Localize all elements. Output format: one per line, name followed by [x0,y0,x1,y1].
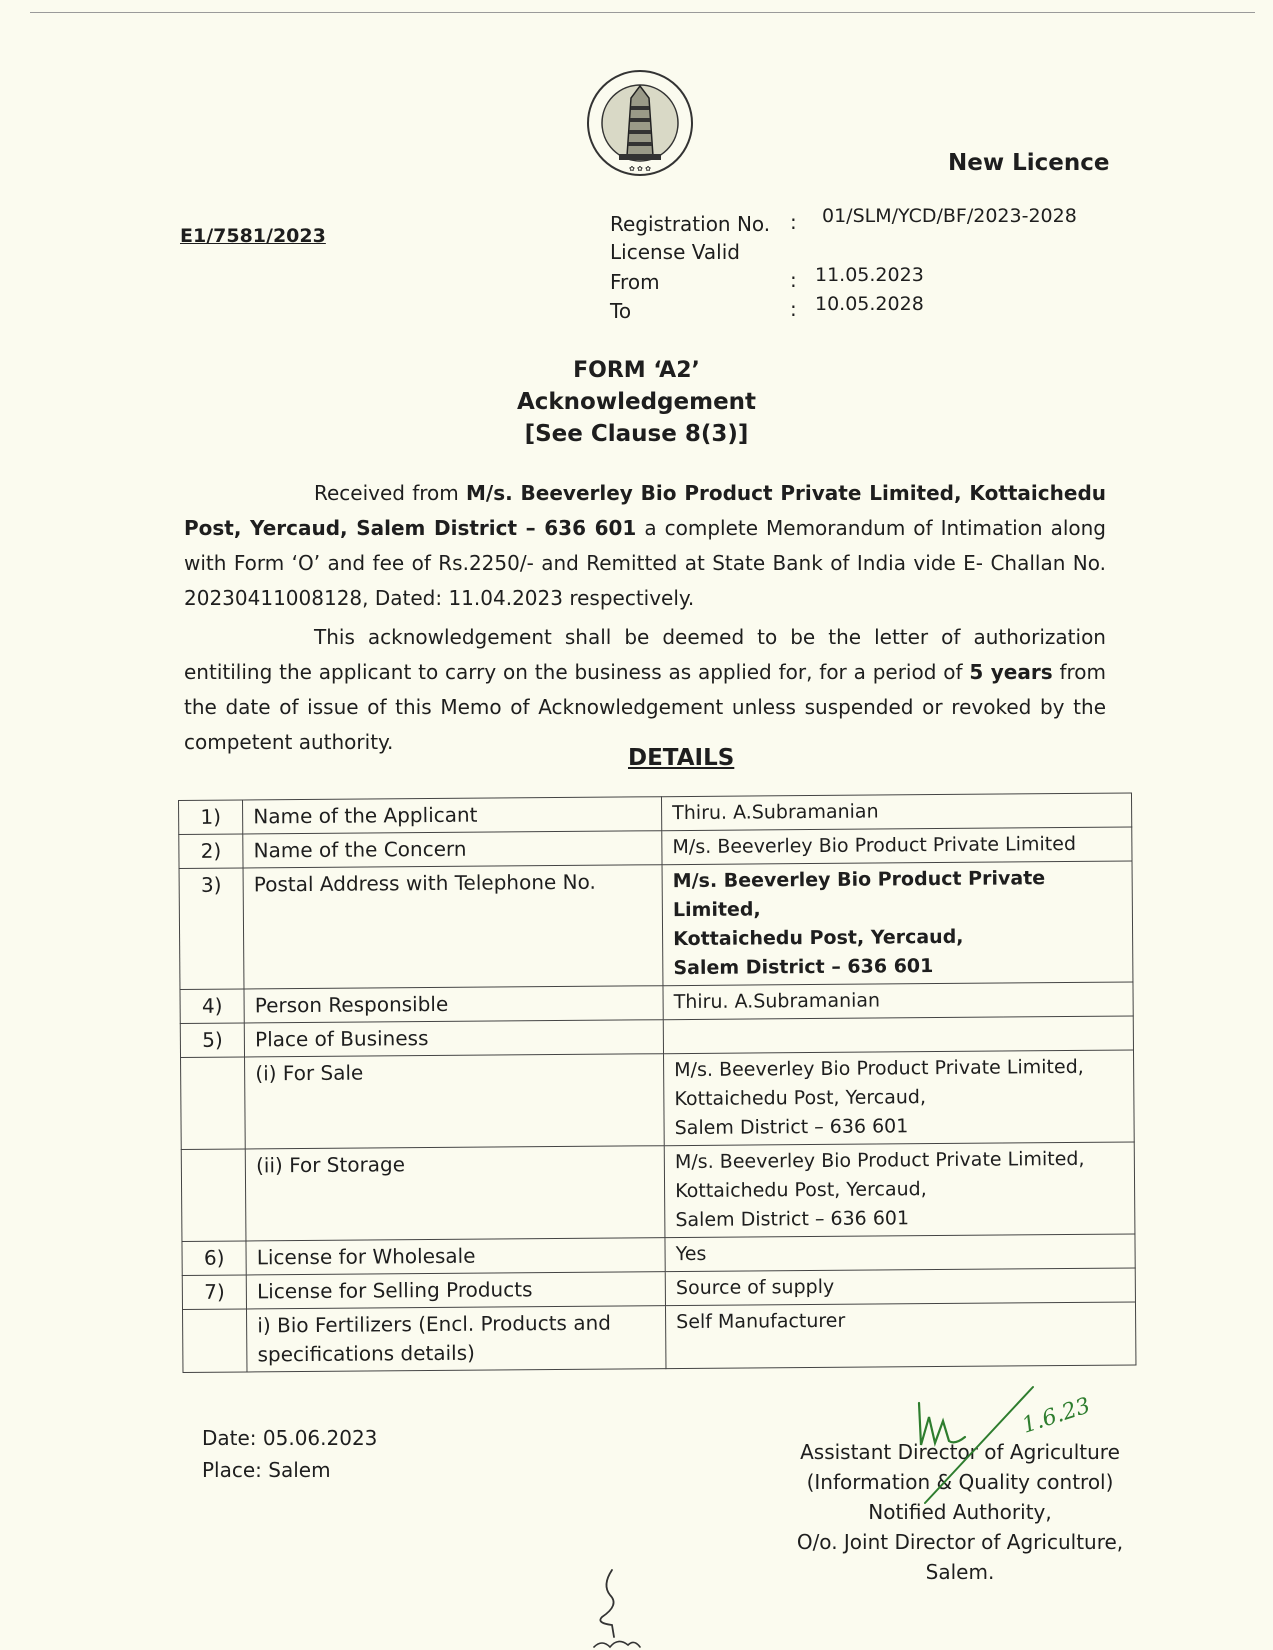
row-number: 3) [179,868,244,990]
address-line: Salem District – 636 601 [673,955,934,980]
issue-date: Date: 05.06.2023 [202,1426,378,1450]
to-value: 10.05.2028 [815,293,924,315]
address-line: Kottaichedu Post, Yercaud, [673,925,964,951]
row-number: 6) [182,1241,246,1276]
received-text: Received from [314,481,466,505]
row-number [181,1057,246,1150]
to-label: To [610,299,632,323]
signatory-line: Salem. [925,1560,995,1584]
issue-place: Place: Salem [202,1458,331,1482]
from-value: 11.05.2023 [815,264,924,286]
address-line: Kottaichedu Post, Yercaud, [675,1178,927,1203]
details-table [178,793,1136,1373]
paragraph-received [184,476,1106,616]
row-label: Place of Business [244,1020,663,1057]
row-label: License for Wholesale [246,1238,665,1275]
row-label: Name of the Concern [243,831,662,868]
from-label: From [610,270,660,294]
row-number: 4) [180,989,244,1024]
row-number: 7) [182,1275,246,1310]
address-line: Salem District – 636 601 [674,1115,909,1140]
emblem-icon [585,68,695,178]
row-value: Thiru. A.Subramanian [662,793,1132,831]
colon: : [790,268,797,292]
authorization-end: from the date of issue of this Memo of Acknowledgement unless suspended or revoked by the competent authority. [184,660,1106,754]
colon: : [790,297,797,321]
row-label: i) Bio Fertilizers (Encl. Products and specifications details) [247,1306,666,1372]
handwritten-date: 1.6.23 [1019,1393,1094,1439]
signature-icon [905,1385,1094,1505]
table-row [181,1142,1135,1241]
form-title-line2: Acknowledgement [516,389,757,415]
row-value [663,1016,1133,1054]
registration-label: Registration No. [610,212,771,236]
signatory-line: Assistant Director of Agriculture [800,1440,1120,1464]
table-row [179,861,1133,989]
date-place-block [202,1422,377,1486]
row-value [664,1142,1135,1238]
row-label: Postal Address with Telephone No. [243,865,663,989]
table-row [181,1050,1135,1149]
scan-edge-line [30,12,1255,13]
signatory-line: (Information & Quality control) [806,1470,1114,1494]
row-number [183,1309,248,1373]
row-value [662,861,1133,986]
row-number [181,1149,246,1242]
address-line: M/s. Beeverley Bio Product Private Limited, [672,867,1046,922]
colon: : [790,210,797,234]
signatory-line: Notified Authority, [868,1500,1052,1524]
address-line: Kottaichedu Post, Yercaud, [674,1086,927,1111]
paragraph-authorization [184,620,1106,760]
row-label: Person Responsible [244,986,663,1023]
form-title-line1: FORM ‘A2’ [573,358,700,383]
address-line: Salem District – 636 601 [675,1207,910,1232]
row-value: Source of supply [665,1268,1135,1306]
received-rest: a complete Memorandum of Intimation along with Form ‘O’ and fee of Rs.2250/- and Remitted at State Bank of India vide E- Challan No. 20230411008128, Dated: 11.04.2023 respectively. [184,516,1107,610]
row-label: (ii) For Storage [245,1146,665,1241]
file-number: E1/7581/2023 [180,225,326,247]
details-heading: DETAILS [628,745,735,771]
row-value: Self Manufacturer [666,1302,1136,1369]
period-years: 5 years [969,660,1053,684]
form-title [0,358,1273,447]
address-line: M/s. Beeverley Bio Product Private Limited, [674,1147,1085,1174]
svg-text:✿ ✿ ✿: ✿ ✿ ✿ [628,165,652,173]
initials-icon [572,1565,662,1650]
row-number: 5) [180,1023,244,1058]
company-name: M/s. Beeverley Bio Product Private Limited, Kottaichedu Post, Yercaud, Salem District – 636 601 [184,481,1106,540]
licence-type: New Licence [948,150,1110,176]
table-row [183,1302,1136,1372]
row-value [664,1050,1135,1146]
row-label: Name of the Applicant [243,797,662,834]
row-label: (i) For Sale [245,1054,665,1149]
row-label: License for Selling Products [246,1272,665,1309]
form-title-line3: [See Clause 8(3)] [524,421,749,447]
row-value: Thiru. A.Subramanian [663,982,1133,1020]
signatory-line: O/o. Joint Director of Agriculture, [796,1530,1124,1554]
row-number: 1) [179,800,243,835]
row-number: 2) [179,834,243,869]
registration-value: 01/SLM/YCD/BF/2023-2028 [822,205,1077,227]
address-line: M/s. Beeverley Bio Product Private Limited, [674,1055,1084,1082]
row-value: Yes [665,1234,1135,1272]
valid-label: License Valid [610,240,740,264]
row-value: M/s. Beeverley Bio Product Private Limited [662,827,1132,865]
authorization-text: This acknowledgement shall be deemed to be the letter of authorization entitiling the applicant to carry on the business as applied for, for a period of [184,625,1106,684]
